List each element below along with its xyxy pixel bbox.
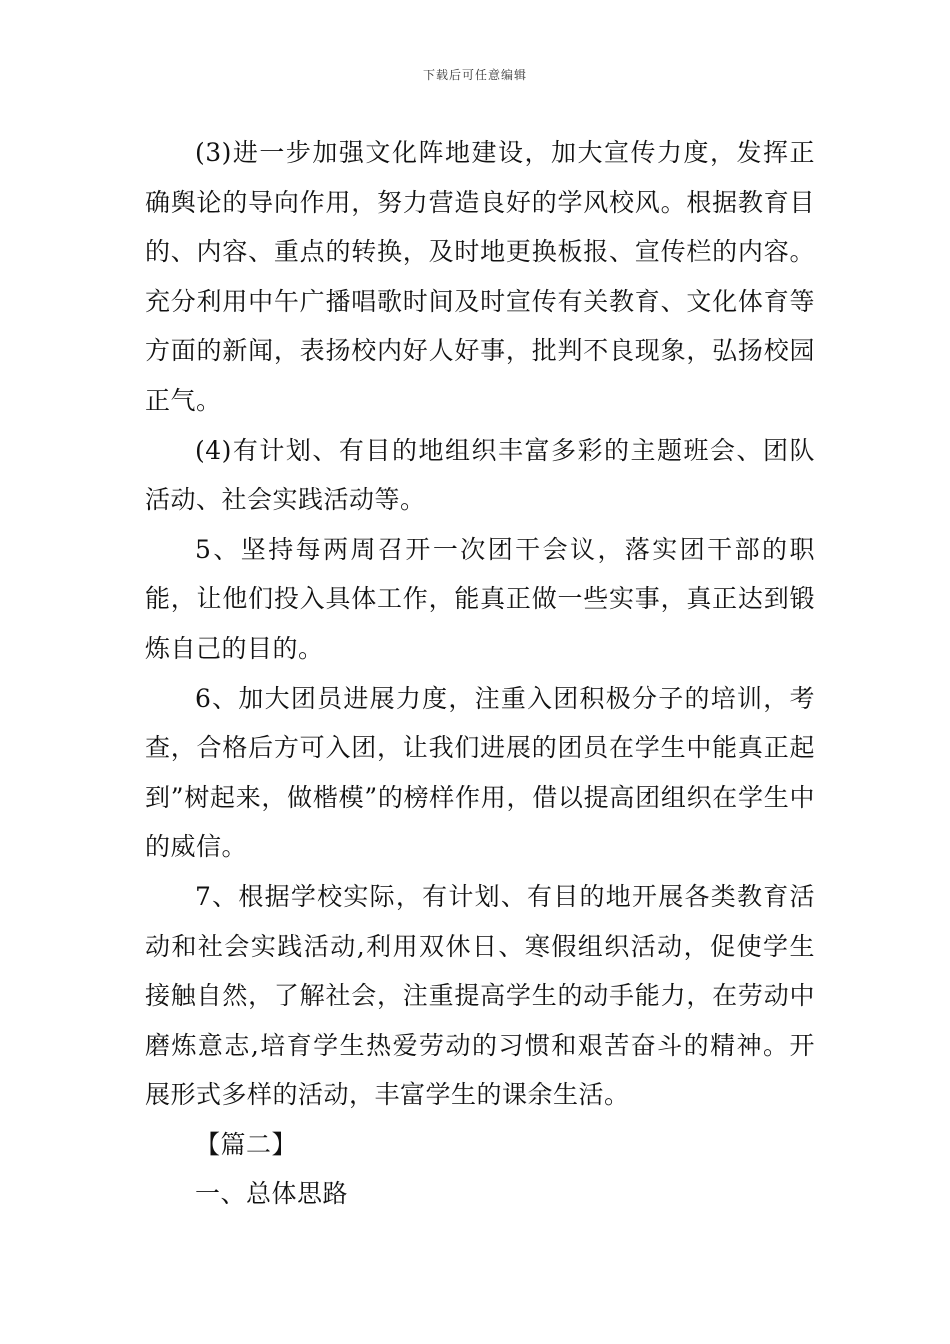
page-header: 下载后可任意编辑 <box>422 68 527 82</box>
paragraph-4: (4)有计划、有目的地组织丰富多彩的主题班会、团队活动、社会实践活动等。 <box>145 435 815 515</box>
paragraph-3: (3)进一步加强文化阵地建设，加大宣传力度，发挥正确舆论的导向作用，努力营造良好的学风校风。根据教育目的、内容、重点的转换，及时地更换板报、宣传栏的内容。充分利用中午广播唱歌时间及时宣传有关教育、文化体育等方面的新闻，表扬校内好人好事，批判不良现象，弘扬校园正气。 <box>145 138 815 415</box>
section-heading: 一、总体思路 <box>195 1179 349 1209</box>
document-body <box>145 128 815 1219</box>
section-title: 【篇二】 <box>195 1129 298 1159</box>
paragraph-6: 6、加大团员进展力度，注重入团积极分子的培训，考查，合格后方可入团，让我们进展的团员在学生中能真正起到”树起来，做楷模”的榜样作用，借以提高团组织在学生中的威信。 <box>145 683 815 862</box>
paragraph-5: 5、坚持每两周召开一次团干会议，落实团干部的职能，让他们投入具体工作，能真正做一些实事，真正达到锻炼自己的目的。 <box>145 534 815 663</box>
paragraph-7: 7、根据学校实际，有计划、有目的地开展各类教育活动和社会实践活动,利用双休日、寒假组织活动，促使学生接触自然，了解社会，注重提高学生的动手能力，在劳动中磨炼意志,培育学生热爱劳动的习惯和艰苦奋斗的精神。开展形式多样的活动，丰富学生的课余生活。 <box>145 881 815 1110</box>
